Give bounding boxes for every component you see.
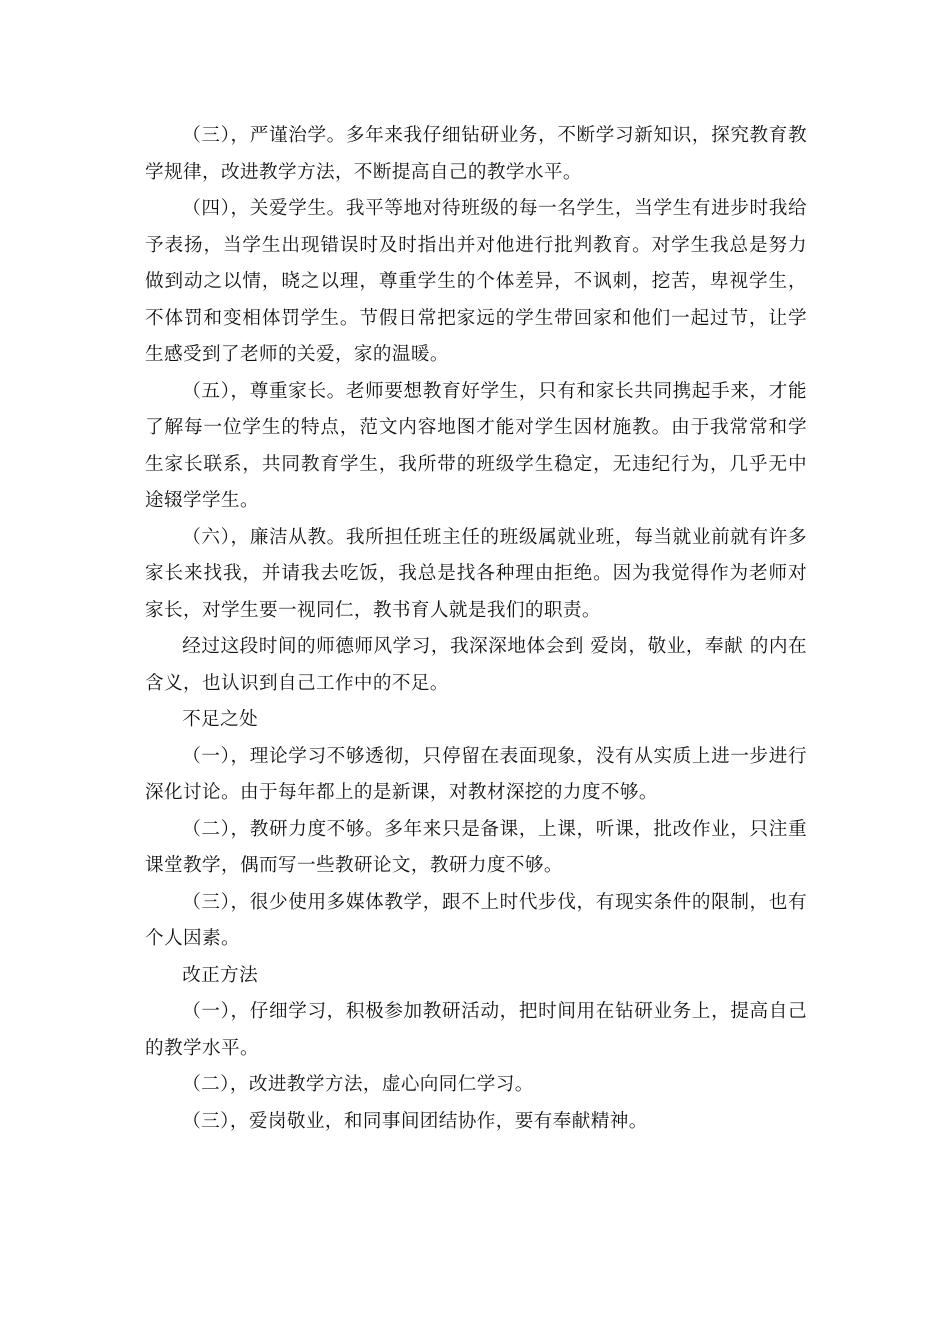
shortcoming-item-3: （三），很少使用多媒体教学，跟不上时代步伐，有现实条件的限制，也有个人因素。	[145, 891, 807, 949]
paragraph-rigorous-study: （三），严谨治学。多年来我仔细钻研业务，不断学习新知识，探究教育教学规律，改进教学方法，不断提高自己的教学水平。	[145, 125, 807, 183]
corrections-heading: 改正方法	[182, 964, 259, 986]
shortcoming-item-1: （一），理论学习不够透彻，只停留在表面现象，没有从实质上进一步进行深化讨论。由于每年都上的是新课，对教材深挖的力度不够。	[145, 745, 807, 803]
document-body	[145, 118, 807, 1140]
correction-item-1: （一），仔细学习，积极参加教研活动，把时间用在钻研业务上，提高自己的教学水平。	[145, 1001, 807, 1059]
correction-item-3: （三），爱岗敬业，和同事间团结协作，要有奉献精神。	[182, 1110, 648, 1132]
paragraph-integrity: （六），廉洁从教。我所担任班主任的班级属就业班，每当就业前就有许多家长来找我，并请我去吃饭，我总是找各种理由拒绝。因为我觉得作为老师对家长，对学生要一视同仁，教书育人就是我们的职责。	[145, 526, 807, 621]
paragraph-care-students: （四），关爱学生。我平等地对待班级的每一名学生，当学生有进步时我给予表扬，当学生出现错误时及时指出并对他进行批判教育。对学生我总是努力做到动之以情，晓之以理，尊重学生的个体差异，不讽刺，挖苦，卑视学生，不体罚和变相体罚学生。节假日常把家远的学生带回家和他们一起过节，让学生感受到了老师的关爱，家的温暖。	[145, 198, 807, 365]
correction-item-2: （二），改进教学方法，虚心向同仁学习。	[182, 1074, 534, 1095]
paragraph-summary: 经过这段时间的师德师风学习，我深深地体会到 爱岗，敬业，奉献 的内在含义，也认识到自己工作中的不足。	[145, 636, 807, 694]
shortcomings-heading: 不足之处	[182, 709, 259, 730]
paragraph-respect-parents: （五），尊重家长。老师要想教育好学生，只有和家长共同携起手来，才能了解每一位学生的特点，范文内容地图才能对学生因材施教。由于我常常和学生家长联系，共同教育学生，我所带的班级学生稳定，无违纪行为，几乎无中途辍学学生。	[145, 380, 807, 511]
shortcoming-item-2: （二），教研力度不够。多年来只是备课，上课，听课，批改作业，只注重课堂教学，偶而写一些教研论文，教研力度不够。	[145, 818, 807, 876]
